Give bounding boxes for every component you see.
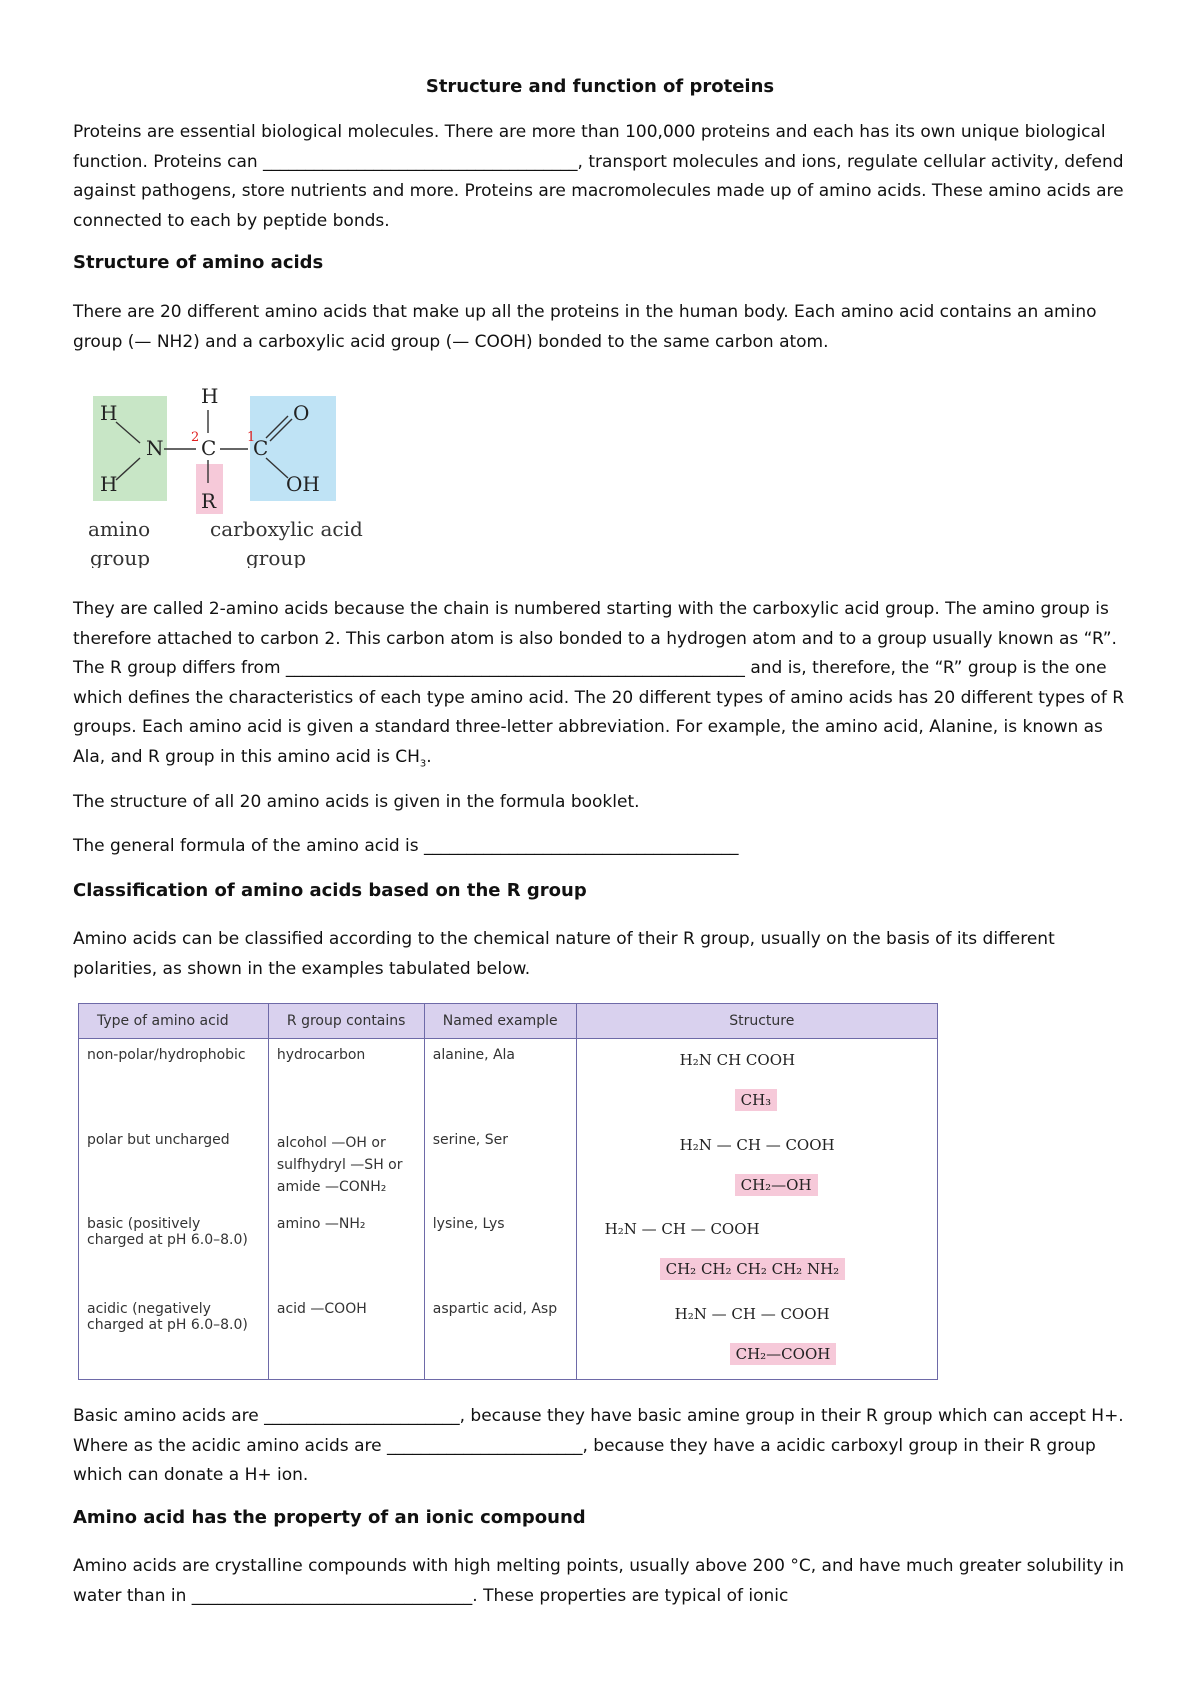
ionic-text: Amino acids are crystalline compounds with high melting points, usually above 200 °C, and have much greater solubility in water than in _________________________________. These properties are typical of ionic [73, 1556, 1125, 1606]
cell-rgroup: amino —NH₂ [268, 1208, 424, 1293]
structure-main: H₂N — CH — COOH [674, 1305, 830, 1323]
cell-type: basic (positively charged at pH 6.0–8.0) [79, 1208, 269, 1293]
amino-acid-table [78, 1003, 938, 1380]
cell-rgroup: hydrocarbon [268, 1039, 424, 1125]
booklet-text: The structure of all 20 amino acids is given in the formula booklet. [73, 792, 640, 812]
cell-structure [576, 1039, 937, 1125]
numbering-paragraph [73, 595, 1139, 778]
table-row [79, 1124, 938, 1208]
booklet-paragraph [73, 788, 1139, 818]
cell-example: serine, Ser [424, 1124, 576, 1208]
diagram-h-amino-top: H [100, 401, 118, 425]
structure-r-group: CH₂ CH₂ CH₂ CH₂ NH₂ [660, 1258, 846, 1280]
numbering-text [73, 595, 1139, 778]
cell-type: polar but uncharged [79, 1124, 269, 1208]
label-carboxylic: carboxylic acid [210, 517, 363, 541]
structure-main: H₂N CH COOH [679, 1051, 796, 1069]
structure-r-group: CH₃ [735, 1089, 778, 1111]
label-amino: amino [88, 517, 151, 541]
header-example: Named example [424, 1004, 576, 1039]
numbering-text-main: They are called 2-amino acids because the chain is numbered starting with the carboxylic acid group. The amino group is therefore attached to carbon 2. This carbon atom is also bonded to a hydrogen atom and to a group usually known as “R”. The R group differs from ______________________________________________________ and is, therefore, the “R” group is the one which defines the characteristics of each type amino acid. The 20 different types of amino acids has 20 different types of R groups. Each amino acid is given a standard three-letter abbreviation. For example, the amino acid, Alanine, is known as Ala, and R group in this amino acid is CH [73, 599, 1125, 767]
basic-acidic-paragraph [73, 1402, 1139, 1491]
structure-paragraph [73, 298, 1139, 357]
label-amino-group: group [90, 546, 151, 568]
cell-structure [576, 1208, 937, 1293]
cell-type: acidic (negatively charged at pH 6.0–8.0) [79, 1293, 269, 1380]
structure-text: There are 20 different amino acids that make up all the proteins in the human body. Each amino acid contains an amino group (— NH2) and a carboxylic acid group (— COOH) bonded to the same carbon atom. [73, 302, 1097, 352]
diagram-n: N [146, 436, 164, 460]
diagram-r: R [201, 489, 217, 513]
classification-text: Amino acids can be classified according to the chemical nature of their R group, usually on the basis of its different polarities, as shown in the examples tabulated below. [73, 929, 1055, 979]
heading-ionic: Amino acid has the property of an ionic compound [73, 1507, 586, 1528]
heading-classification: Classification of amino acids based on the R group [73, 880, 587, 901]
formula-paragraph [73, 832, 1139, 862]
cell-rgroup: alcohol —OH or sulfhydryl —SH or amide —CONH₂ [268, 1124, 424, 1208]
diagram-oh: OH [286, 472, 320, 496]
diagram-h-amino-bottom: H [100, 472, 118, 496]
formula-text: The general formula of the amino acid is _____________________________________ [73, 836, 739, 856]
table-header-row [79, 1004, 938, 1039]
page-title: Structure and function of proteins [425, 76, 775, 97]
structure-r-group: CH₂—COOH [730, 1343, 837, 1365]
ionic-paragraph [73, 1552, 1139, 1611]
structure-main: H₂N — CH — COOH [604, 1220, 760, 1238]
table-row [79, 1208, 938, 1293]
numbering-text-end: . [426, 746, 432, 767]
table-row [79, 1039, 938, 1125]
cell-structure [576, 1293, 937, 1380]
structure-r-group: CH₂—OH [735, 1174, 818, 1196]
header-type: Type of amino acid [79, 1004, 269, 1039]
label-carboxylic-group: group [246, 546, 307, 568]
cell-example: lysine, Lys [424, 1208, 576, 1293]
cell-example: alanine, Ala [424, 1039, 576, 1125]
cell-rgroup: acid —COOH [268, 1293, 424, 1380]
diagram-carbon-1-label: 1 [247, 430, 256, 445]
diagram-h-top: H [201, 388, 219, 408]
intro-paragraph [73, 118, 1139, 236]
intro-text: Proteins are essential biological molecules. There are more than 100,000 proteins and each has its own unique biological function. Proteins can _____________________________________, transport molecules and ions, regulate cellular activity, defend against pathogens, store nutrients and more. Proteins are macromolecules made up of amino acids. These amino acids are connected to each by peptide bonds. [73, 122, 1124, 231]
table-row [79, 1293, 938, 1380]
amino-acid-diagram [88, 388, 388, 568]
structure-main: H₂N — CH — COOH [679, 1136, 835, 1154]
classification-paragraph [73, 925, 1139, 984]
cell-structure [576, 1124, 937, 1208]
header-structure: Structure [576, 1004, 937, 1039]
diagram-o: O [293, 401, 310, 425]
ch3-subscript: 3 [419, 757, 427, 769]
diagram-carbon-2-label: 2 [191, 430, 200, 445]
header-rgroup: R group contains [268, 1004, 424, 1039]
diagram-c-alpha: C [201, 436, 217, 460]
heading-structure: Structure of amino acids [73, 252, 324, 273]
basic-acidic-text: Basic amino acids are _______________________, because they have basic amine group in their R group which can accept H+. Where as the acidic amino acids are _______________________, because they have a acidic carboxyl group in their R group which can donate a H+ ion. [73, 1406, 1124, 1485]
diagram-c-acid: C [253, 436, 269, 460]
cell-example: aspartic acid, Asp [424, 1293, 576, 1380]
cell-type: non-polar/hydrophobic [79, 1039, 269, 1125]
